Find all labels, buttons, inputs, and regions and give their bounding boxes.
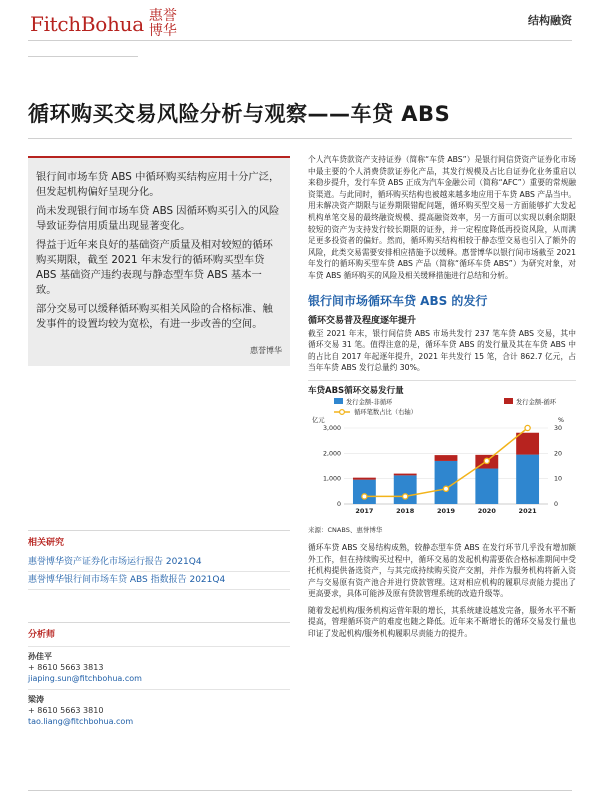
analyst-card xyxy=(28,689,290,732)
x-tick-label: 2019 xyxy=(436,506,456,515)
y2-axis-unit: % xyxy=(558,416,564,424)
legend-label-ratio: 循环笔数占比（右轴） xyxy=(354,408,417,416)
header-divider xyxy=(28,40,572,41)
body-paragraph: 循环车贷 ABS 交易结构成熟，较静态型车贷 ABS 在发行环节几乎没有增加额外工作，但在持续购买过程中，循环交易的发起机构需要依合格标准期间中受托机构提供备选资产，与其完成持续购买资产交割，并作为服务机构将新入资产与交易原有资产池合并进行贷款管理。这对相应机构的履职尽责能力提出了更高要求，具体可能涉及原有贷款管理系统的改造升级等。 xyxy=(308,542,576,599)
analyst-phone: + 8610 5663 3813 xyxy=(28,663,104,672)
ratio-point xyxy=(484,458,489,463)
title-divider xyxy=(28,138,572,139)
y2-tick-label: 20 xyxy=(554,450,563,458)
related-link[interactable]: 惠誉博华银行间市场车贷 ABS 指数报告 2021Q4 xyxy=(28,572,290,590)
y-tick-label: 0 xyxy=(336,500,341,508)
main-column xyxy=(308,154,576,640)
bar-revolving xyxy=(435,455,458,461)
section-label: 结构融资 xyxy=(528,14,572,27)
analyst-name: 梁涛 xyxy=(28,695,44,704)
chart-source: 来源：CNABS、惠誉博华 xyxy=(308,525,383,534)
footer-divider xyxy=(28,790,572,791)
legend-swatch-non-revolving xyxy=(334,398,343,404)
legend-marker-ratio xyxy=(340,410,345,415)
header-short-divider xyxy=(28,56,138,57)
analyst-name: 孙佳平 xyxy=(28,652,52,661)
y2-tick-label: 0 xyxy=(554,500,559,508)
chart-title: 车贷ABS循环交易发行量 xyxy=(308,380,576,396)
y-axis-unit: 亿元 xyxy=(312,416,325,424)
key-point: 得益于近年来良好的基础资产质量及相对较短的循环购买期限，截至 2021 年末发行的循环购买型车贷 ABS 基础资产违约表现与静态型车贷 ABS 基本一致。 xyxy=(36,239,273,296)
body-paragraph: 截至 2021 年末，银行间信贷 ABS 市场共发行 237 笔车贷 ABS 交易，其中循环交易 31 笔。值得注意的是，循环车贷 ABS 的发行量及其在车贷 ABS 中的占比自 2017 年起逐年提升，2021 年共发行 15 笔，合计 862.7 亿元，占当年车贷 ABS 发行总量约 30%。 xyxy=(308,328,576,373)
summary-source: 惠誉博华 xyxy=(250,346,282,355)
key-point: 银行间市场车贷 ABS 中循环购买结构应用十分广泛，但发起机构偏好呈现分化。 xyxy=(36,171,280,198)
x-tick-label: 2017 xyxy=(355,506,374,515)
bar-non-revolving xyxy=(394,475,417,504)
report-title: 循环购买交易风险分析与观察——车贷 ABS xyxy=(28,102,451,126)
body-paragraph: 随着发起机构/服务机构运营年限的增长，其系统建设越发完备，服务水平不断提高，管理循环资产的难度也随之降低。近年来不断增长的循环交易发行量也印证了发起机构/服务机构履职尽责能力的提升。 xyxy=(308,605,576,639)
ratio-point xyxy=(403,494,408,499)
analyst-phone: + 8610 5663 3810 xyxy=(28,706,104,715)
bar-non-revolving xyxy=(475,468,498,503)
related-research xyxy=(28,530,290,590)
analyst-card xyxy=(28,646,290,689)
bar-non-revolving xyxy=(353,480,376,504)
bar-non-revolving xyxy=(516,455,539,504)
analysts-heading: 分析师 xyxy=(28,630,56,640)
key-point: 部分交易可以缓释循环购买相关风险的合格标准、触发事件的设置均较为宽松，有进一步改善的空间。 xyxy=(36,303,273,330)
ratio-point xyxy=(525,425,530,430)
analysts-section xyxy=(28,622,290,732)
section-heading: 银行间市场循环车贷 ABS 的发行 xyxy=(308,293,488,308)
y2-tick-label: 10 xyxy=(554,475,563,483)
key-points-box xyxy=(28,156,290,366)
bar-revolving xyxy=(394,474,417,476)
intro-paragraph: 个人汽车贷款资产支持证券（简称“车贷 ABS”）是银行间信贷资产证券化市场中最主要的个人消费贷款证券化产品，其发行规模及占比自证券化业务重启以来稳步提升，发行车贷 ABS 正成为汽车金融公司（简称“AFC”）重要的常规融资渠道。与此同时，循环购买结构也被越来越多地应用于车贷 ABS 产品当中。用未解决资产期限与证券期限错配问题，循环购买型交易一方面能够扩大发起机构单笔交易的最终融资规模、提高融资效率，另一方面可以实现以剩余期限较短的资产为支持发行较长期限的证券，并一定程度降低再投资风险，从而满足更多投资者的偏好。然而，循环购买结构相较于静态型交易也引入了额外的风险，此类交易需要安排相应措施予以缓释。惠誉博华以银行间市场截至 2021 年发行的循环购买型车贷 ABS 产品（简称“循环车贷 ABS”）为研究对象，对车贷 ABS 循环购买的风险及相关缓释措施进行总结和分析。 xyxy=(308,155,577,280)
ratio-point xyxy=(443,486,448,491)
logo-chinese-mark: 惠誉 博华 xyxy=(148,8,177,39)
bar-revolving xyxy=(353,478,376,480)
legend-label-non-revolving: 发行金额-非循环 xyxy=(346,398,393,406)
x-tick-label: 2021 xyxy=(518,506,537,515)
issuance-chart xyxy=(308,396,576,520)
x-tick-label: 2020 xyxy=(477,506,496,515)
analyst-email[interactable]: tao.liang@fitchbohua.com xyxy=(28,717,134,726)
key-point: 尚未发现银行间市场车贷 ABS 因循环购买引入的风险导致证券信用质量出现显著变化。 xyxy=(36,205,280,232)
logo-text: FitchBohua xyxy=(30,12,144,36)
legend-swatch-revolving xyxy=(504,398,513,404)
analyst-email[interactable]: jiaping.sun@fitchbohua.com xyxy=(28,674,142,683)
ratio-point xyxy=(362,494,367,499)
related-link[interactable]: 惠誉博华资产证券化市场运行报告 2021Q4 xyxy=(28,554,290,572)
subsection-heading: 循环交易普及程度逐年提升 xyxy=(308,315,417,326)
y-tick-label: 2,000 xyxy=(322,450,341,458)
x-tick-label: 2018 xyxy=(396,506,415,515)
related-heading: 相关研究 xyxy=(28,538,65,548)
y-tick-label: 3,000 xyxy=(322,424,341,432)
fitch-bohua-logo xyxy=(30,6,179,42)
y-tick-label: 1,000 xyxy=(322,475,341,483)
legend-label-revolving: 发行金额-循环 xyxy=(516,398,557,406)
y2-tick-label: 30 xyxy=(554,424,563,432)
bar-revolving xyxy=(516,433,539,455)
